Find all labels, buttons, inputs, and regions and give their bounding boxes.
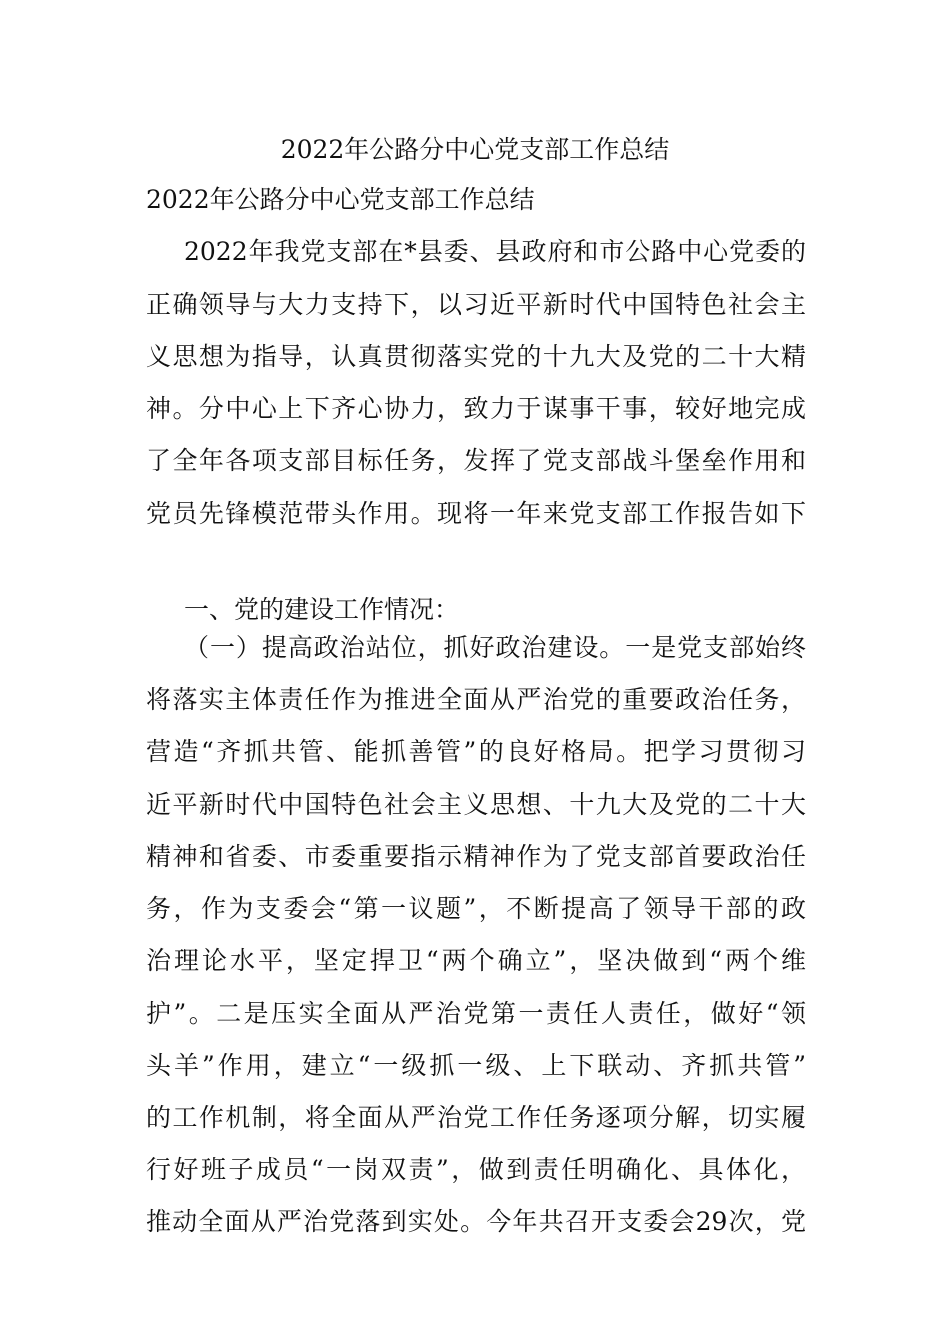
paragraph-line: 将落实主体责任作为推进全面从严治党的重要政治任务，: [146, 685, 806, 714]
paragraph-line: 推动全面从严治党落到实处。今年共召开支委会29次，党: [146, 1207, 806, 1236]
paragraph-line: 近平新时代中国特色社会主义思想、十九大及党的二十大: [146, 790, 806, 819]
paragraph-line: 行好班子成员“一岗双责”，做到责任明确化、具体化，: [146, 1155, 806, 1184]
paragraph-line: 精神和省委、市委重要指示精神作为了党支部首要政治任: [146, 842, 806, 871]
paragraph-line: 头羊”作用，建立“一级抓一级、上下联动、齐抓共管”: [146, 1051, 806, 1080]
paragraph-line: 神。分中心上下齐心协力，致力于谋事干事，较好地完成: [146, 394, 806, 423]
paragraph-line: 护”。二是压实全面从严治党第一责任人责任，做好“领: [146, 999, 806, 1028]
paragraph-line: （一）提高政治站位，抓好政治建设。一是党支部始终: [184, 633, 806, 662]
paragraph-line: 的工作机制，将全面从严治党工作任务逐项分解，切实履: [146, 1103, 806, 1132]
paragraph-line: 义思想为指导，认真贯彻落实党的十九大及党的二十大精: [146, 342, 806, 371]
paragraph-line: 党员先锋模范带头作用。现将一年来党支部工作报告如下: [146, 499, 806, 528]
section-heading: 一、党的建设工作情况：: [184, 595, 460, 624]
paragraph-line: 治理论水平，坚定捍卫“两个确立”，坚决做到“两个维: [146, 946, 806, 975]
paragraph-line: 务，作为支委会“第一议题”，不断提高了领导干部的政: [146, 894, 806, 923]
paragraph-line: 2022年我党支部在*县委、县政府和市公路中心党委的: [184, 237, 806, 266]
document-subtitle: 2022年公路分中心党支部工作总结: [146, 185, 535, 214]
paragraph-line: 营造“齐抓共管、能抓善管”的良好格局。把学习贯彻习: [146, 737, 806, 766]
paragraph-line: 了全年各项支部目标任务，发挥了党支部战斗堡垒作用和: [146, 446, 806, 475]
paragraph-line: 正确领导与大力支持下，以习近平新时代中国特色社会主: [146, 290, 806, 319]
document-title: 2022年公路分中心党支部工作总结: [280, 135, 670, 164]
